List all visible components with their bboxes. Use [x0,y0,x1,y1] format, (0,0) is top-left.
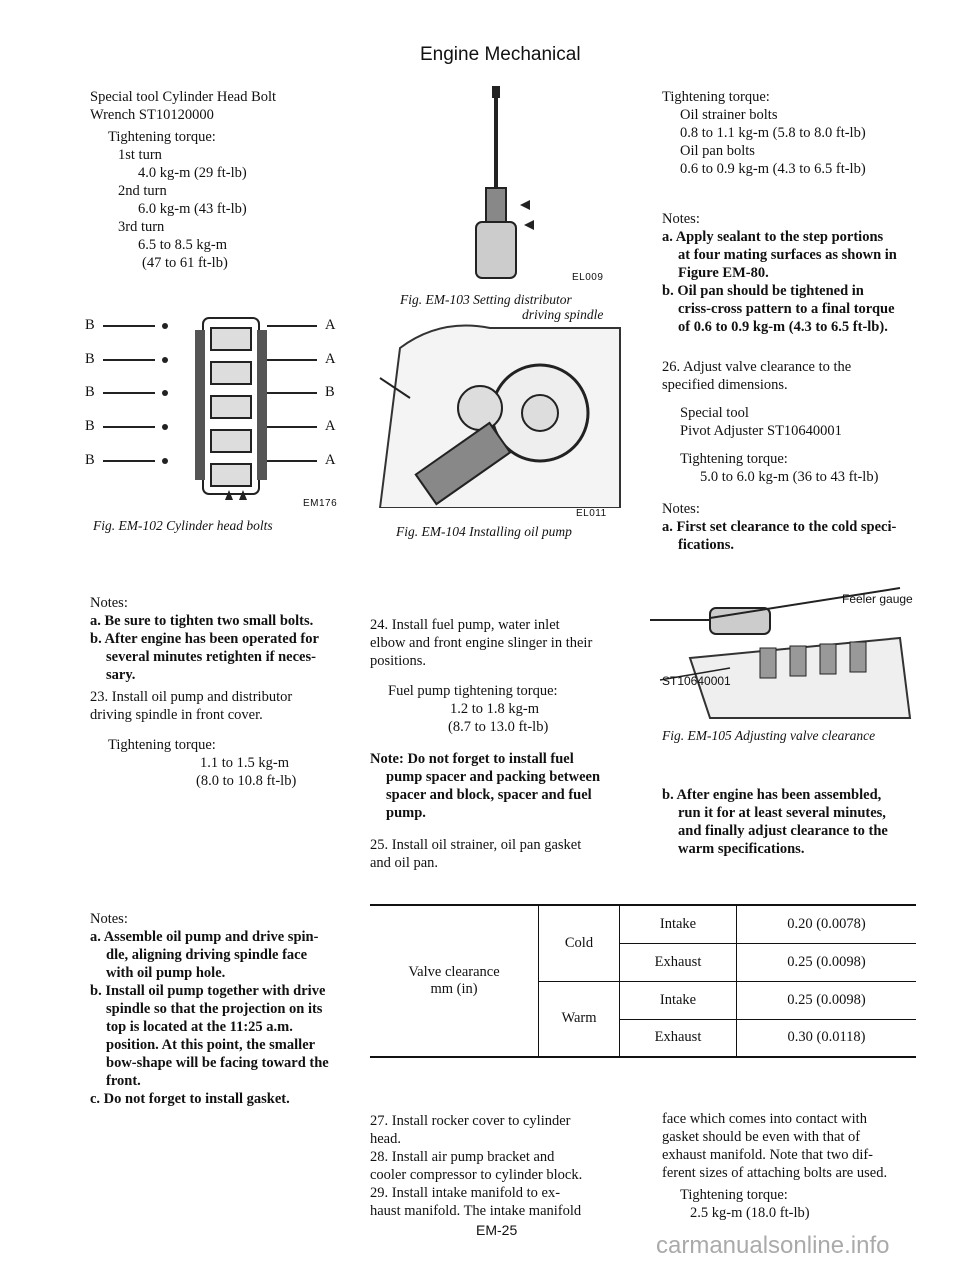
torque-label: Tightening torque: [108,129,216,145]
bolt-label: B [85,317,95,333]
steps-27-29 [370,1112,640,1220]
page-header: Engine Mechanical [420,44,581,65]
value-cell: 0.25 (0.0098) [737,943,917,981]
body-line: ferent sizes of attaching bolts are used. [662,1165,888,1181]
tool-name: Pivot Adjuster ST10640001 [680,423,842,439]
bolt-label: A [325,317,336,333]
step-line: 27. Install rocker cover to cylinder [370,1113,571,1129]
turn-value: 6.0 kg-m (43 ft-lb) [138,201,247,217]
oil-pump-illustration [370,318,630,508]
step-23 [90,688,355,790]
figure-code: EL009 [572,272,604,283]
torque-label: Tightening torque: [662,89,770,105]
step-line: 28. Install air pump bracket and [370,1149,555,1165]
note-line: spacer and block, spacer and fuel [386,787,592,803]
note-line: a. First set clearance to the cold speci- [662,519,897,535]
note-line: b. Oil pan should be tightened in [662,283,864,299]
step-line: specified dimensions. [662,377,788,393]
body-line: exhaust manifold. Note that two dif- [662,1147,874,1163]
bolt-label: A [325,452,336,468]
notes-oil-pan [662,210,922,336]
step-line: cooler compressor to cylinder block. [370,1167,583,1183]
bolt-label: B [85,351,95,367]
manifold-text [662,1110,922,1222]
turn-label: 3rd turn [118,219,165,235]
torque-label: Fuel pump tightening torque: [388,683,558,699]
valve-cell: Exhaust [620,1019,737,1057]
note-line: c. Do not forget to install gasket. [90,1091,290,1107]
valve-clearance-table [370,904,916,1058]
fig-em103 [370,82,640,322]
turn-label: 1st turn [118,147,162,163]
bolt-label: B [325,384,335,400]
notes-block-2 [90,910,355,1108]
distributor-spindle-illustration [370,82,640,282]
notes-title: Notes: [662,501,700,517]
note-line: pump spacer and packing between [386,769,601,785]
special-tool-line: Wrench ST10120000 [90,107,214,123]
cylinder-head-illustration [85,300,345,510]
valve-cell: Exhaust [620,943,737,981]
tool-label: Special tool [680,405,749,421]
note-line: at four mating surfaces as shown in [678,247,897,263]
note-line: spindle so that the projection on its [106,1001,323,1017]
step-line: 26. Adjust valve clearance to the [662,359,852,375]
value-cell: 0.20 (0.0078) [737,905,917,943]
step-line: 24. Install fuel pump, water inlet [370,617,560,633]
step-line: 29. Install intake manifold to ex- [370,1185,561,1201]
figure-code: EL011 [576,508,607,519]
torque-label: Tightening torque: [680,451,788,467]
table-header-line: mm (in) [430,981,478,997]
table-row-header [370,905,539,1057]
figure-caption: Fig. EM-102 Cylinder head bolts [93,518,273,533]
body-line: gasket should be even with that of [662,1129,861,1145]
torque-value: 2.5 kg-m (18.0 ft-lb) [690,1205,810,1221]
note-line: position. At this point, the smaller [106,1037,316,1053]
torque-label: Tightening torque: [108,737,216,753]
step-line: haust manifold. The intake manifold [370,1203,582,1219]
torque-label: Tightening torque: [680,1187,788,1203]
note-line: b. Install oil pump together with drive [90,983,326,999]
note-line: b. After engine has been operated for [90,631,319,647]
value-cell: 0.30 (0.0118) [787,1029,866,1046]
note-line: Figure EM-80. [678,265,769,281]
torque-value: 0.6 to 0.9 kg-m (4.3 to 6.5 ft-lb) [680,161,866,177]
notes-title: Notes: [90,595,128,611]
note-line: top is located at the 11:25 a.m. [106,1019,293,1035]
note-line: a. Apply sealant to the step portions [662,229,884,245]
notes-block-1 [90,594,355,684]
note-line: Note: Do not forget to install fuel [370,751,574,767]
figure-code: EM176 [303,498,338,509]
torque-value: (8.0 to 10.8 ft-lb) [196,773,297,789]
note-24 [370,750,640,822]
figure-caption: Fig. EM-104 Installing oil pump [396,524,572,539]
note-line: dle, aligning driving spindle face [106,947,308,963]
oil-torque-spec [662,88,922,178]
torque-value: 0.8 to 1.1 kg-m (5.8 to 8.0 ft-lb) [680,125,866,141]
bolt-label: B [85,384,95,400]
notes-title: Notes: [662,211,700,227]
callout-label: ST10640001 [662,674,731,688]
note-line: warm specifications. [678,841,805,857]
temp-cell: Warm [539,981,620,1057]
note-warm [662,786,922,858]
turn-label: 2nd turn [118,183,167,199]
note-line: front. [106,1073,141,1089]
note-line: with oil pump hole. [106,965,226,981]
body-line: face which comes into contact with [662,1111,867,1127]
page-number: EM-25 [476,1222,518,1238]
watermark: carmanualsonline.info [656,1232,890,1259]
note-line: b. After engine has been assembled, [662,787,882,803]
table-header-line: Valve clearance [408,964,500,980]
turn-value: (47 to 61 ft-lb) [142,255,228,271]
bolt-label: B [85,452,95,468]
callout-label: Feeler gauge [842,592,913,606]
fig-em104 [370,318,640,548]
temp-cell: Cold [539,905,620,981]
note-line: and finally adjust clearance to the [678,823,888,839]
torque-item: Oil pan bolts [680,143,755,159]
notes-clearance [662,500,922,554]
note-line: bow-shape will be facing toward the [106,1055,329,1071]
torque-value: 5.0 to 6.0 kg-m (36 to 43 ft-lb) [700,469,879,485]
note-line: several minutes retighten if neces- [106,649,316,665]
torque-value: (8.7 to 13.0 ft-lb) [448,719,549,735]
step-line: and oil pan. [370,855,439,871]
bolt-label: B [85,418,95,434]
valve-cell: Intake [620,905,737,943]
special-tool-line: Special tool Cylinder Head Bolt [90,89,277,105]
figure-caption: driving spindle [522,307,604,322]
torque-value: 1.2 to 1.8 kg-m [450,701,540,717]
figure-caption: Fig. EM-103 Setting distributor [400,292,572,307]
step-line: head. [370,1131,401,1147]
step-24 [370,616,640,736]
fig-em105 [650,568,925,748]
value-cell: 0.25 (0.0098) [737,981,917,1019]
turn-value: 6.5 to 8.5 kg-m [138,237,228,253]
note-line: pump. [386,805,426,821]
bolt-label: A [325,418,336,434]
figure-caption: Fig. EM-105 Adjusting valve clearance [662,728,876,743]
fig-em102 [85,300,345,540]
note-line: a. Assemble oil pump and drive spin- [90,929,319,945]
step-line: driving spindle in front cover. [90,707,263,723]
step-26 [662,358,922,486]
note-line: run it for at least several minutes, [678,805,886,821]
notes-title: Notes: [90,911,128,927]
bolt-label: A [325,351,336,367]
note-line: a. Be sure to tighten two small bolts. [90,613,314,629]
note-line: criss-cross pattern to a final torque [678,301,895,317]
step-line: 23. Install oil pump and distributor [90,689,293,705]
turn-value: 4.0 kg-m (29 ft-lb) [138,165,247,181]
cylinder-head-spec [90,88,360,272]
step-line: elbow and front engine slinger in their [370,635,593,651]
valve-cell: Intake [620,981,737,1019]
note-line: of 0.6 to 0.9 kg-m (4.3 to 6.5 ft-lb). [678,319,888,335]
torque-value: 1.1 to 1.5 kg-m [200,755,290,771]
torque-item: Oil strainer bolts [680,107,778,123]
note-line: fications. [678,537,734,553]
note-line: sary. [106,667,136,683]
step-line: positions. [370,653,426,669]
step-line: 25. Install oil strainer, oil pan gasket [370,837,582,853]
step-25 [370,836,640,872]
